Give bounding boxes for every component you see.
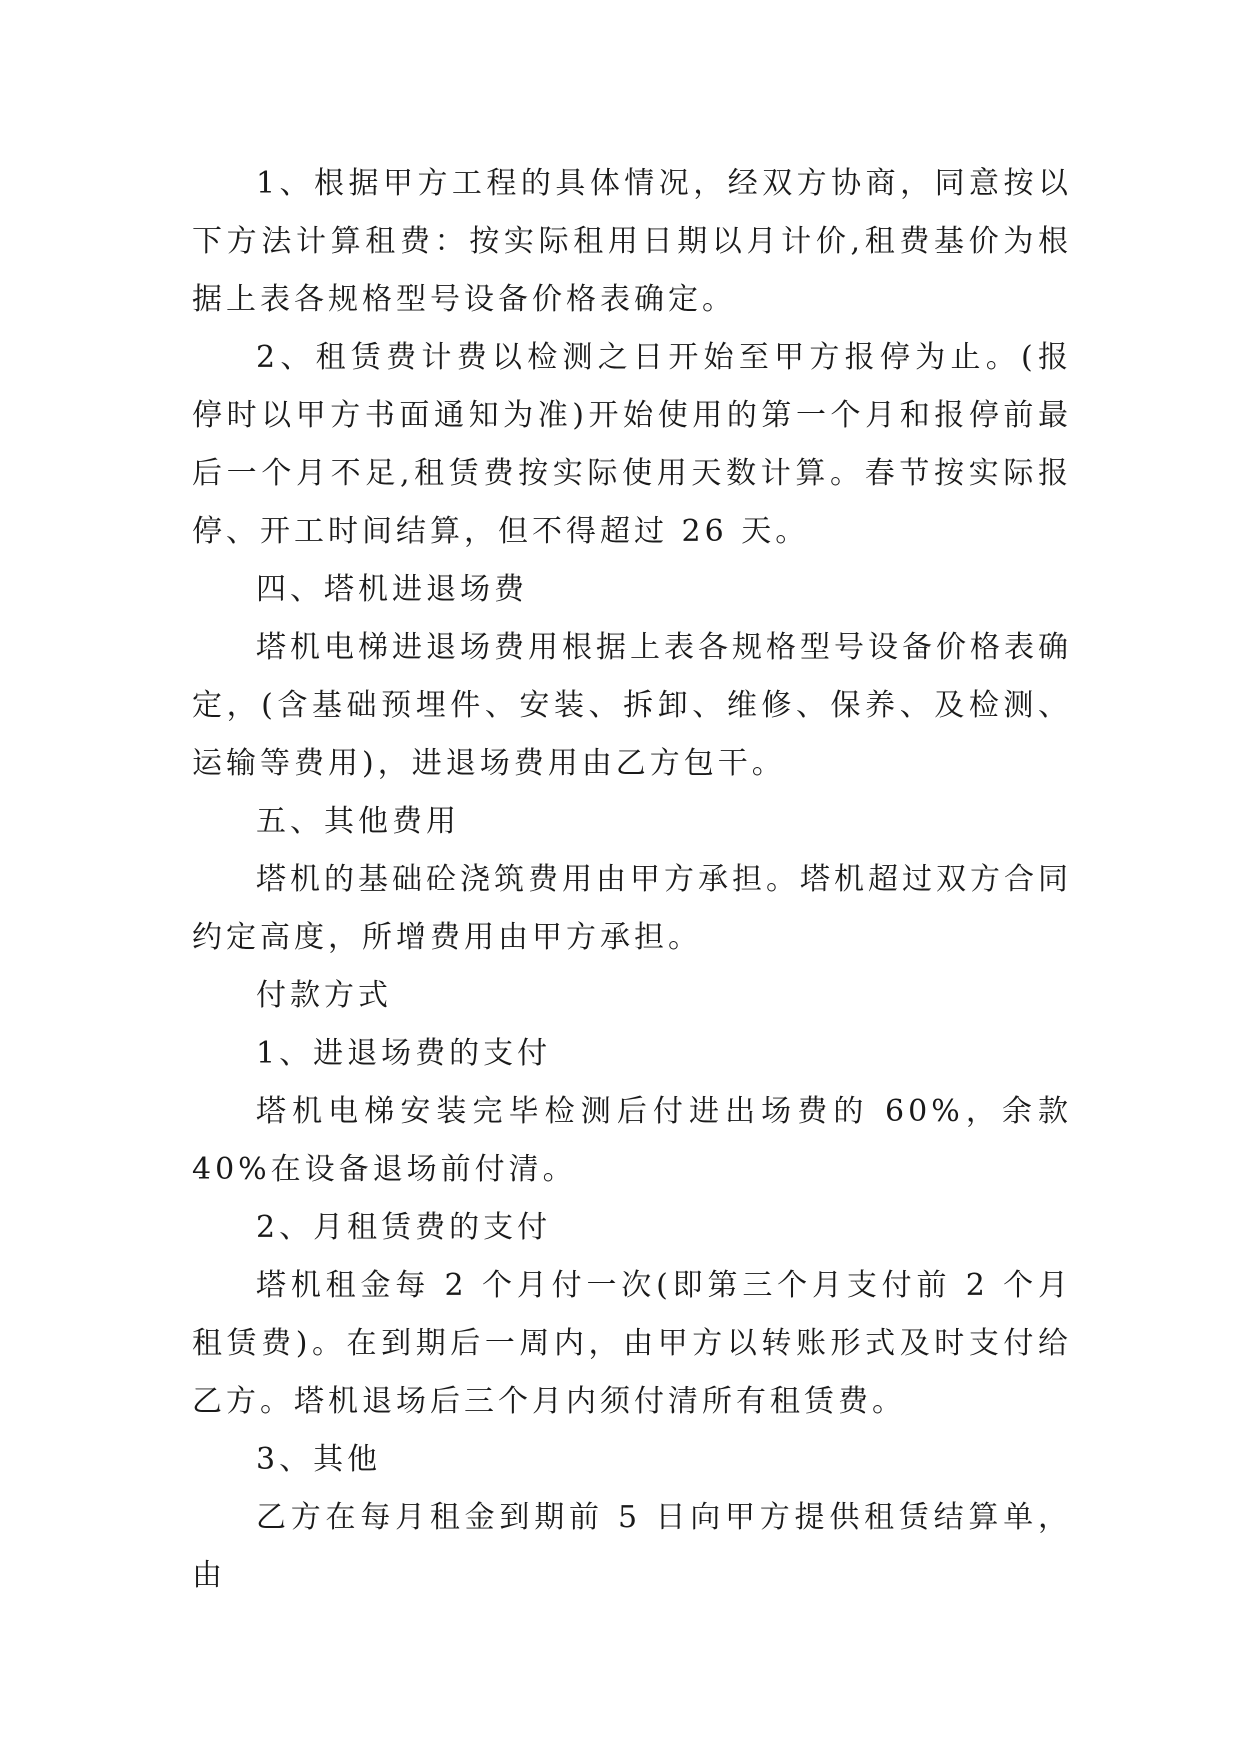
paragraph-settlement-statement: 乙方在每月租金到期前 5 日向甲方提供租赁结算单，由 [192,1500,1072,1593]
paragraph-rent-calculation: 1、根据甲方工程的具体情况，经双方协商，同意按以下方法计算租费：按实际租用日期以月计价,租费基价为根据上表各规格型号设备价格表确定。 [192,166,1072,317]
paragraph-entry-exit-fee: 塔机电梯进退场费用根据上表各规格型号设备价格表确定，(含基础预埋件、安装、拆卸、维修、保养、及检测、运输等费用)，进退场费用由乙方包干。 [192,630,1072,781]
subheading-other: 3、其他 [256,1442,382,1477]
section-heading-other-fees: 五、其他费用 [256,804,460,839]
section-heading-entry-exit-fee: 四、塔机进退场费 [256,572,528,607]
section-heading-payment-method: 付款方式 [256,978,392,1013]
paragraph-rent-billing-period: 2、租赁费计费以检测之日开始至甲方报停为止。(报停时以甲方书面通知为准)开始使用的第一个月和报停前最后一个月不足,租赁费按实际使用天数计算。春节按实际报停、开工时间结算，但不得超过 26 天。 [192,340,1072,549]
paragraph-monthly-rent-payment: 塔机租金每 2 个月付一次(即第三个月支付前 2 个月租赁费)。在到期后一周内，由甲方以转账形式及时支付给乙方。塔机退场后三个月内须付清所有租赁费。 [192,1268,1072,1419]
subheading-entry-exit-payment: 1、进退场费的支付 [256,1036,552,1071]
paragraph-entry-exit-payment: 塔机电梯安装完毕检测后付进出场费的 60%，余款 40%在设备退场前付清。 [192,1094,1072,1187]
subheading-monthly-rent-payment: 2、月租赁费的支付 [256,1210,552,1245]
document-body [192,155,1072,1605]
paragraph-other-fees: 塔机的基础砼浇筑费用由甲方承担。塔机超过双方合同约定高度，所增费用由甲方承担。 [192,862,1072,955]
